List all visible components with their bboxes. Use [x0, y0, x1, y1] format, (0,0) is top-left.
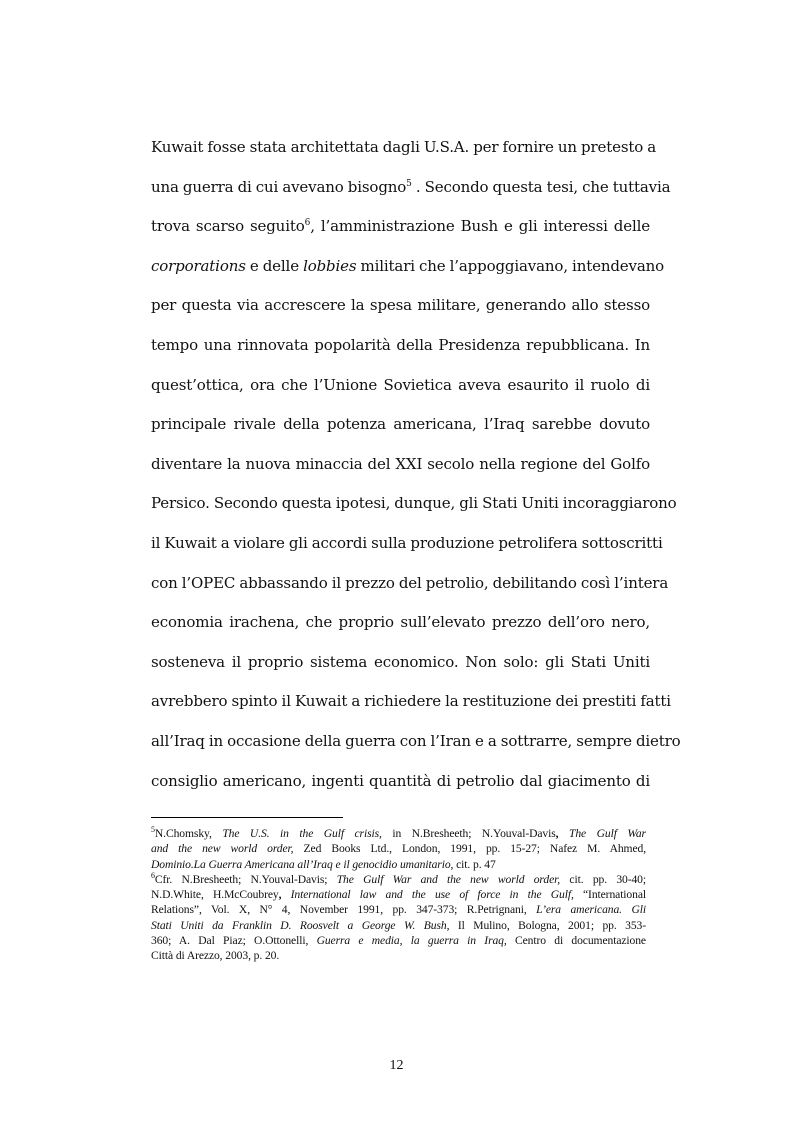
text-run: corporations	[151, 256, 246, 275]
text-run	[555, 827, 569, 840]
text-run: per questa via accrescere la spesa militare, generando allo stesso	[151, 296, 650, 315]
text-run: in N.Bresheeth; N.Youval-Davis	[381, 827, 556, 840]
body-line	[151, 207, 650, 247]
text-run	[278, 888, 290, 902]
text-run: ,	[278, 888, 282, 902]
text-run: Cfr. N.Bresheeth; N.Youval-Davis;	[154, 872, 337, 886]
text-run: Città di Arezzo, 2003, p. 20.	[151, 949, 280, 963]
text-run: diventare la nuova minaccia del XXI secolo nella regione del Golfo	[151, 454, 650, 473]
body-line	[151, 128, 657, 168]
text-run: L’era americana. Gli	[536, 903, 646, 917]
footnote-line	[151, 872, 646, 887]
footnote-line	[151, 887, 646, 902]
text-run: avrebbero spinto il Kuwait a richiedere la restituzione dei prestiti fatti	[151, 692, 671, 711]
body-line	[151, 564, 669, 604]
text-run: lobbies	[303, 256, 357, 275]
text-run: sosteneva il proprio sistema economico. Non solo: gli Stati Uniti	[151, 652, 650, 671]
text-run: all’Iraq in occasione della guerra con l’Iran e a sottrarre, sempre dietro	[151, 731, 681, 750]
text-run: , l’amministrazione Bush e gli interessi delle	[310, 217, 650, 236]
text-run: principale rivale della potenza americana, l’Iraq sarebbe dovuto	[151, 415, 650, 434]
text-run: con l’OPEC abbassando il prezzo del petrolio, debilitando così l’intera	[151, 573, 669, 592]
text-run: Stati Uniti da Franklin D. Roosvelt a George W. Bush,	[151, 918, 450, 932]
body-paragraph	[151, 128, 681, 801]
body-line	[151, 405, 650, 445]
body-line	[151, 168, 671, 208]
text-run: trova scarso seguito	[151, 217, 305, 236]
footnote-line	[151, 826, 646, 841]
footnote-line	[151, 933, 646, 948]
body-line	[151, 445, 650, 485]
text-run: tempo una rinnovata popolarità della Presidenza repubblicana. In	[151, 335, 650, 354]
body-line	[151, 524, 663, 564]
body-line	[151, 484, 677, 524]
text-run: Relations”, Vol. X, N° 4, November 1991, pp. 347-373; R.Petrignani,	[151, 903, 537, 917]
text-run: militari che l’appoggiavano, intendevano	[356, 256, 665, 275]
text-run: quest’ottica, ora che l’Unione Sovietica aveva esaurito il ruolo di	[151, 375, 650, 394]
body-line	[151, 366, 650, 406]
page-number: 12	[389, 1058, 404, 1073]
text-run: International law and the use of force in the Gulf,	[290, 888, 574, 902]
body-line	[151, 326, 650, 366]
text-run: . Secondo questa tesi, che tuttavia	[411, 177, 671, 196]
text-run: N.D.White, H.McCoubrey	[151, 888, 279, 902]
text-run: N.Chomsky,	[154, 827, 223, 840]
text-run: Il Mulino, Bologna, 2001; pp. 353-	[449, 918, 647, 932]
body-line	[151, 643, 650, 683]
text-run: Kuwait fosse stata architettata dagli U.S.A. per fornire un pretesto a	[151, 138, 657, 156]
body-line	[151, 722, 681, 762]
text-run: The Gulf War	[569, 827, 646, 840]
body-line	[151, 286, 650, 326]
text-run: Centro di documentazione	[506, 934, 646, 948]
text-run: “International	[573, 888, 646, 902]
footnote-line	[151, 902, 646, 917]
text-run: 360; A. Dal Piaz; O.Ottonelli,	[151, 934, 317, 948]
footnote-line	[151, 841, 646, 856]
text-run: il Kuwait a violare gli accordi sulla produzione petrolifera sottoscritti	[151, 533, 663, 552]
text-run: economia irachena, che proprio sull’elevato prezzo dell’oro nero,	[151, 613, 650, 632]
footnote-reference: 5	[151, 825, 155, 835]
footnote-reference: 6	[304, 218, 311, 229]
text-run: Persico. Secondo questa ipotesi, dunque, gli Stati Uniti incoraggiarono	[151, 494, 677, 513]
text-run: una guerra di cui avevano bisogno	[151, 177, 407, 196]
body-line	[151, 762, 650, 802]
text-run: and the new world order,	[151, 842, 294, 856]
text-run: The Gulf War and the new world order,	[336, 872, 561, 886]
footnote-line	[151, 948, 646, 963]
text-run: Dominio.La Guerra Americana all’Iraq e il genocidio umanitario,	[151, 857, 454, 871]
text-run: cit. pp. 30-40;	[560, 872, 647, 886]
text-run: consiglio americano, ingenti quantità di petrolio dal giacimento di	[151, 771, 650, 790]
text-run: e delle	[245, 256, 304, 275]
text-run: cit. p. 47	[453, 857, 496, 871]
text-run: The U.S. in the Gulf crisis,	[222, 827, 382, 840]
text-run: Guerra e media, la guerra in Iraq,	[316, 934, 507, 948]
body-line	[151, 247, 665, 287]
footnote-reference: 5	[406, 178, 412, 189]
footnote-separator	[151, 817, 343, 818]
text-run: ,	[555, 827, 559, 840]
footnotes	[151, 826, 646, 964]
footnote-line	[151, 918, 646, 933]
text-run: Zed Books Ltd., London, 1991, pp. 15-27; Nafez M. Ahmed,	[293, 842, 647, 856]
footnote-reference: 6	[151, 871, 155, 881]
body-line	[151, 682, 671, 722]
footnote-line	[151, 857, 646, 872]
body-line	[151, 603, 650, 643]
